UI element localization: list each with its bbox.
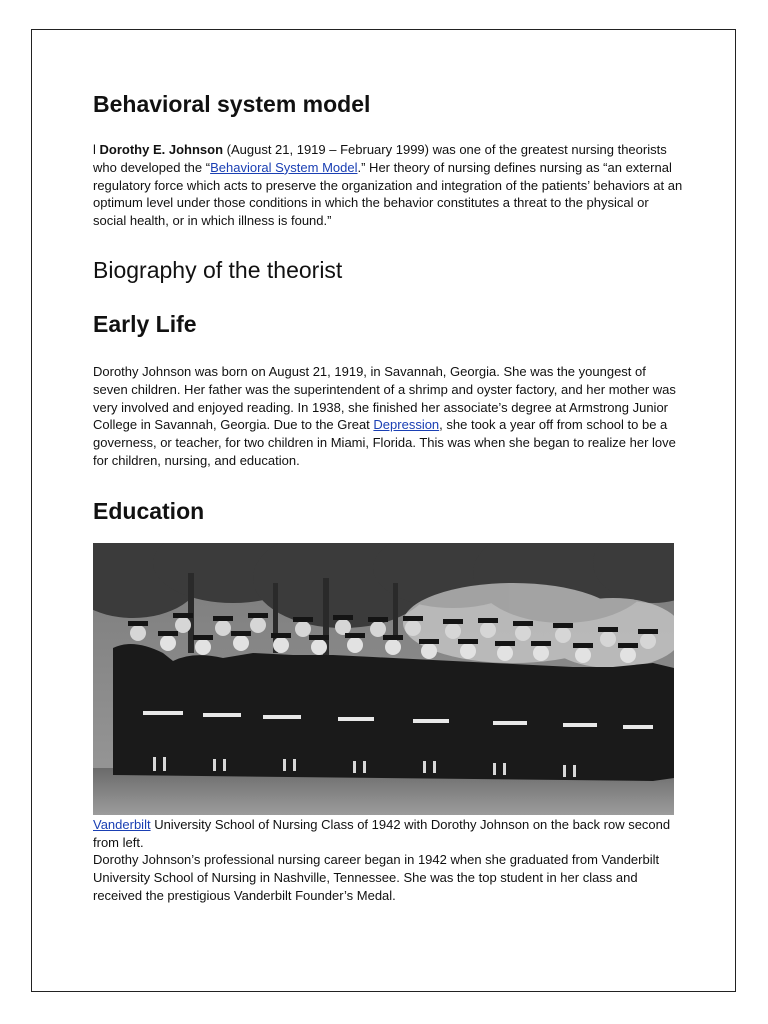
list-bullet: l bbox=[93, 142, 96, 157]
photo-illustration bbox=[93, 543, 674, 815]
intro-text-2: .” Her theory of nursing defines nursing as “an external regulatory force which acts to preserve the organization and integration of the patients’ behaviors at an optimum level under those conditions in which the behavior constitutes a threat to the physical or social health, or in which illness is found.” bbox=[93, 159, 683, 229]
theorist-name: Dorothy E. Johnson bbox=[99, 142, 224, 157]
vanderbilt-link[interactable]: Vanderbilt bbox=[93, 816, 151, 832]
intro-text-1: (August 21, 1919 – February 1999) was one of the greatest nursing theorists who developed the “ bbox=[93, 142, 667, 175]
biography-heading: Biography of the theorist bbox=[93, 256, 343, 283]
education-heading: Education bbox=[93, 497, 205, 524]
education-paragraph: Dorothy Johnson’s professional nursing career began in 1942 when she graduated from Vanderbilt University School of Nursing in Nashville, Tennessee. She was the top student in her class and received the prestigious Vanderbilt Founder’s Medal. bbox=[93, 852, 660, 903]
document-content bbox=[93, 88, 683, 905]
early-life-text-2: , she took a year off from school to be a governess, or teacher, for two children in Miami, Florida. This was when she began to realize her love for children, nursing, and education. bbox=[93, 417, 676, 468]
page-title: Behavioral system model bbox=[93, 91, 371, 117]
early-life-text-1: Dorothy Johnson was born on August 21, 1919, in Savannah, Georgia. She was the youngest of seven children. Her father was the superintendent of a shrimp and oyster factory, and her mother was very involved and enjoyed reading. In 1938, she finished her associate’s degree at Armstrong Junior College in Savannah, Georgia. Due to the Great bbox=[93, 363, 676, 433]
behavioral-system-model-link[interactable]: Behavioral System Model bbox=[210, 159, 358, 175]
early-life-paragraph bbox=[93, 363, 683, 470]
depression-link[interactable]: Depression bbox=[373, 417, 440, 433]
early-life-heading: Early Life bbox=[93, 310, 197, 337]
photo-caption bbox=[93, 816, 683, 852]
caption-text: University School of Nursing Class of 1942 with Dorothy Johnson on the back row second from left. bbox=[93, 816, 671, 850]
intro-paragraph bbox=[93, 141, 683, 230]
graduation-class-photo bbox=[93, 543, 674, 815]
